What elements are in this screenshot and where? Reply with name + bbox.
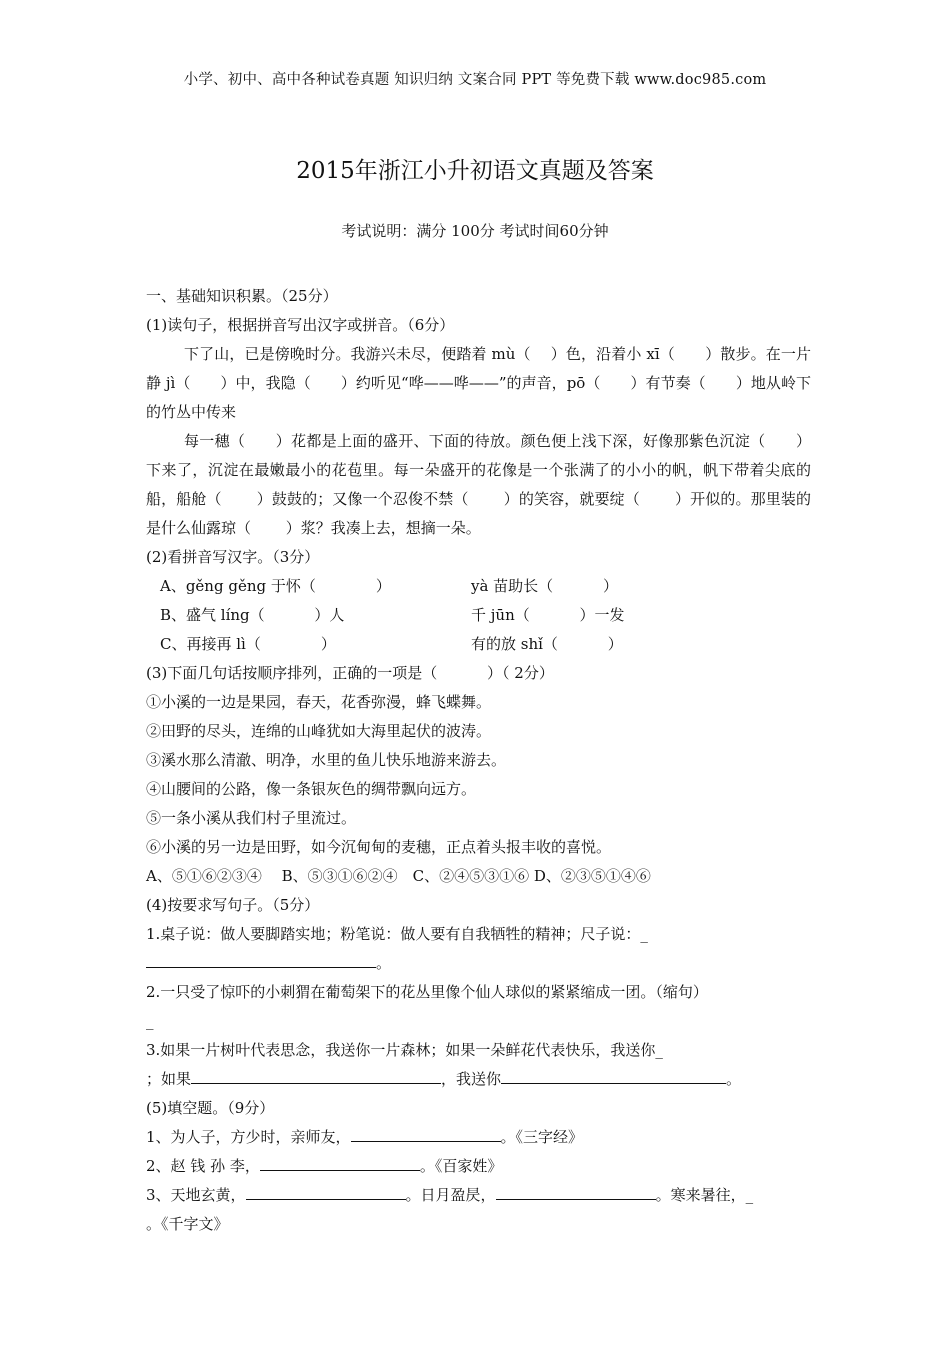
pinyin-item: 有的放 shǐ（ ）: [471, 635, 623, 653]
answer-blank[interactable]: [146, 949, 376, 968]
answer-blank[interactable]: [260, 1152, 420, 1171]
answer-blank[interactable]: [191, 1065, 441, 1084]
fill-blank-line: 2、赵 钱 孙 李， 。《百家姓》: [146, 1152, 811, 1181]
fill-blank-line: 3、天地玄黄， 。日月盈昃， 。寒来暑往，_: [146, 1181, 811, 1210]
sentence-task: 3.如果一片树叶代表思念，我送你一片森林；如果一朵鲜花代表快乐，我送你_: [146, 1041, 663, 1059]
exam-instructions: 考试说明：满分 100分 考试时间60分钟: [341, 222, 609, 240]
exam-content: [146, 282, 811, 1239]
pinyin-row: [146, 630, 811, 659]
pinyin-item: B、盛气 líng（ ）人: [160, 606, 345, 624]
sentence-item: ①小溪的一边是果园，春天，花香弥漫，蜂飞蝶舞。: [146, 693, 492, 711]
sentence-item: ③溪水那么清澈、明净，水里的鱼儿快乐地游来游去。: [146, 751, 507, 769]
page-title: 2015年浙江小升初语文真题及答案: [296, 158, 654, 184]
sentence-item: ④山腰间的公路，像一条银灰色的绸带飘向远方。: [146, 780, 477, 798]
answer-line: 。: [146, 949, 811, 978]
reading-paragraph: 下了山，已是傍晚时分。我游兴未尽，便踏着 mù（ ）色，沿着小 xī（ ）散步。在一片静 jì（ ）中，我隐（ ）约听见“哗——哗——”的声音，pō（ ）有节奏（ ）地从岭下的竹丛中传来: [146, 345, 811, 421]
answer-blank[interactable]: [351, 1123, 501, 1142]
question-heading: (4)按要求写句子。（5分）: [146, 896, 320, 914]
fill-blank-line: 。《千字文》: [146, 1215, 229, 1233]
reading-paragraph: 每一穗（ ）花都是上面的盛开、下面的待放。颜色便上浅下深，好像那紫色沉淀（ ）下来了，沉淀在最嫩最小的花苞里。每一朵盛开的花像是一个张满了的小小的帆，帆下带着尖底的船，船舱（ ）鼓鼓的；又像一个忍俊不禁（ ）的笑容，就要绽（ ）开似的。那里装的是什么仙露琼（ ）浆？我凑上去，想摘一朵。: [146, 432, 811, 537]
pinyin-row: [146, 572, 811, 601]
pinyin-item: yà 苗助长（ ）: [471, 577, 618, 595]
answer-options: A、⑤①⑥②③④ B、⑤③①⑥②④ C、②④⑤③①⑥ D、②③⑤①④⑥: [146, 867, 651, 885]
sentence-item: ②田野的尽头，连绵的山峰犹如大海里起伏的波涛。: [146, 722, 492, 740]
answer-line: _: [146, 1012, 154, 1030]
section-heading: 一、基础知识积累。（25分）: [146, 287, 338, 305]
answer-blank[interactable]: [501, 1065, 726, 1084]
answer-blank[interactable]: [496, 1181, 656, 1200]
page-header: 小学、初中、高中各种试卷真题 知识归纳 文案合同 PPT 等免费下载 www.doc985.com: [183, 72, 767, 88]
pinyin-item: C、再接再 lì（ ）: [160, 635, 336, 653]
fill-blank-line: 1、为人子，方少时，亲师友， 。《三字经》: [146, 1123, 811, 1152]
question-heading: (3)下面几句话按顺序排列，正确的一项是（ ）（ 2分）: [146, 664, 554, 682]
sentence-task: 2.一只受了惊吓的小刺猬在葡萄架下的花丛里像个仙人球似的紧紧缩成一团。（缩句）: [146, 983, 708, 1001]
sentence-item: ⑤一条小溪从我们村子里流过。: [146, 809, 357, 827]
pinyin-item: A、gěng gěng 于怀（ ）: [160, 577, 391, 595]
pinyin-row: [146, 601, 811, 630]
answer-line: ；如果 ，我送你 。: [146, 1065, 811, 1094]
answer-blank[interactable]: [246, 1181, 406, 1200]
pinyin-item: 千 jūn（ ）一发: [471, 606, 625, 624]
sentence-task: 1.桌子说：做人要脚踏实地；粉笔说：做人要有自我牺牲的精神；尺子说：_: [146, 925, 648, 943]
question-heading: (1)读句子，根据拼音写出汉字或拼音。（6分）: [146, 316, 455, 334]
question-heading: (5)填空题。（9分）: [146, 1099, 275, 1117]
sentence-item: ⑥小溪的另一边是田野，如今沉甸甸的麦穗，正点着头报丰收的喜悦。: [146, 838, 612, 856]
question-heading: (2)看拼音写汉字。（3分）: [146, 548, 320, 566]
